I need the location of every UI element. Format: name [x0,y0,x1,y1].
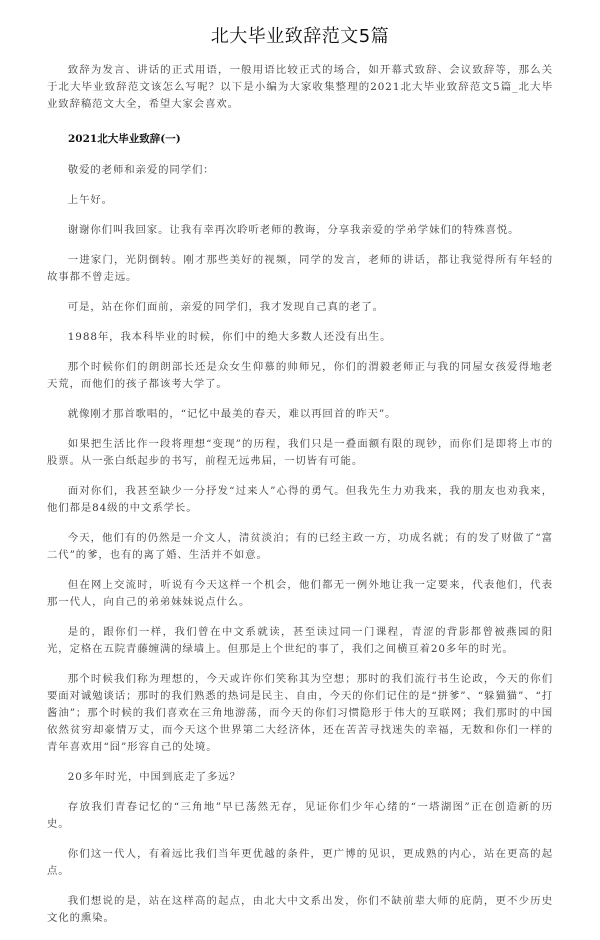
paragraph: 如果把生活比作一段将理想“变现”的历程，我们只是一叠面额有限的现钞，而你们是即将上市的股票。从一张白纸起步的书写，前程无远弗届，一切皆有可能。 [47,438,553,467]
intro-paragraph: 致辞为发言、讲话的正式用语，一般用语比较正式的场合，如开幕式致辞、会议致辞等，那么关于北大毕业致辞范文该怎么写呢？以下是小编为大家收集整理的2021北大毕业致辞范文5篇_北大毕业致辞稿范文大全，希望大家会喜欢。 [47,64,553,110]
paragraph: 你们这一代人，有着远比我们当年更优越的条件，更广博的见识，更成熟的内心，站在更高的起点。 [47,848,553,877]
section-heading: 2021北大毕业致辞(一) [68,133,181,145]
paragraph: 谢谢你们叫我回家。让我有幸再次聆听老师的教诲，分享我亲爱的学弟学妹们的特殊喜悦。 [67,224,520,236]
paragraph: 那个时候我们称为理想的，今天或许你们笑称其为空想；那时的我们流行书生论政，今天的你们要面对诚勉谈话；那时的我们熟悉的热词是民主、自由，今天的你们记住的是“拼爹”、“躲猫猫”、“打酱油”；那个时候的我们喜欢在三角地游荡，而今天的你们习惯隐形于伟大的互联网；我们那时的中国依然贫穷却豪情万丈，而今天这个世界第二大经济体，还在苦苦寻找迷失的幸福，无数和你们一样的青年喜欢用“囧”形容自己的处境。 [47,673,553,753]
paragraph: 上午好。 [67,194,113,206]
paragraph: 面对你们，我甚至缺少一分抒发“过来人”心得的勇气。但我先生力劝我来，我的朋友也劝我来，他们都是84级的中文系学长。 [47,485,553,514]
paragraph: 就像刚才那首歌唱的，“记忆中最美的春天，难以再回首的昨天”。 [67,408,397,420]
document-body [47,62,553,940]
paragraph: 是的，跟你们一样，我们曾在中文系就读，甚至读过同一门课程，青涩的背影都曾被燕园的阳光，定格在五院青藤缠满的绿墙上。但那是上个世纪的事了，我们之间横亘着20多年的时光。 [47,626,553,655]
paragraph: 今天，他们有的仍然是一介文人，清贫淡泊；有的已经主政一方，功成名就；有的发了财做了“富二代”的爹，也有的离了婚、生活并不如意。 [47,532,553,561]
paragraph: 我们想说的是，站在这样高的起点，由北大中文系出发，你们不缺前辈大师的庇荫，更不少历史文化的熏染。 [47,895,553,924]
paragraph: 一进家门，光阴倒转。刚才那些美好的视频，同学的发言，老师的讲话，都让我觉得所有年轻的故事都不曾走远。 [47,254,553,283]
paragraph: 20多年时光，中国到底走了多远？ [67,771,241,783]
document-title: 北大毕业致辞范文5篇 [210,26,390,47]
paragraph: 存放我们青春记忆的“三角地”早已荡然无存，见证你们少年心绪的“一塔湖图”正在创造新的历史。 [47,801,553,830]
paragraph: 可是，站在你们面前，亲爱的同学们，我才发现自己真的老了。 [67,301,384,313]
paragraph: 1988年，我本科毕业的时候，你们中的绝大多数人还没有出生。 [67,331,392,343]
paragraph: 但在网上交流时，听说有今天这样一个机会，他们都无一例外地让我一定要来，代表他们，代表那一代人，向自己的弟弟妹妹说点什么。 [47,579,553,608]
paragraph: 敬爱的老师和亲爱的同学们： [67,164,215,176]
paragraph: 那个时候你们的朗朗部长还是众女生仰慕的帅师兄，你们的渭毅老师正与我的同屋女孩爱得地老天荒，而他们的孩子都该考大学了。 [47,361,553,390]
